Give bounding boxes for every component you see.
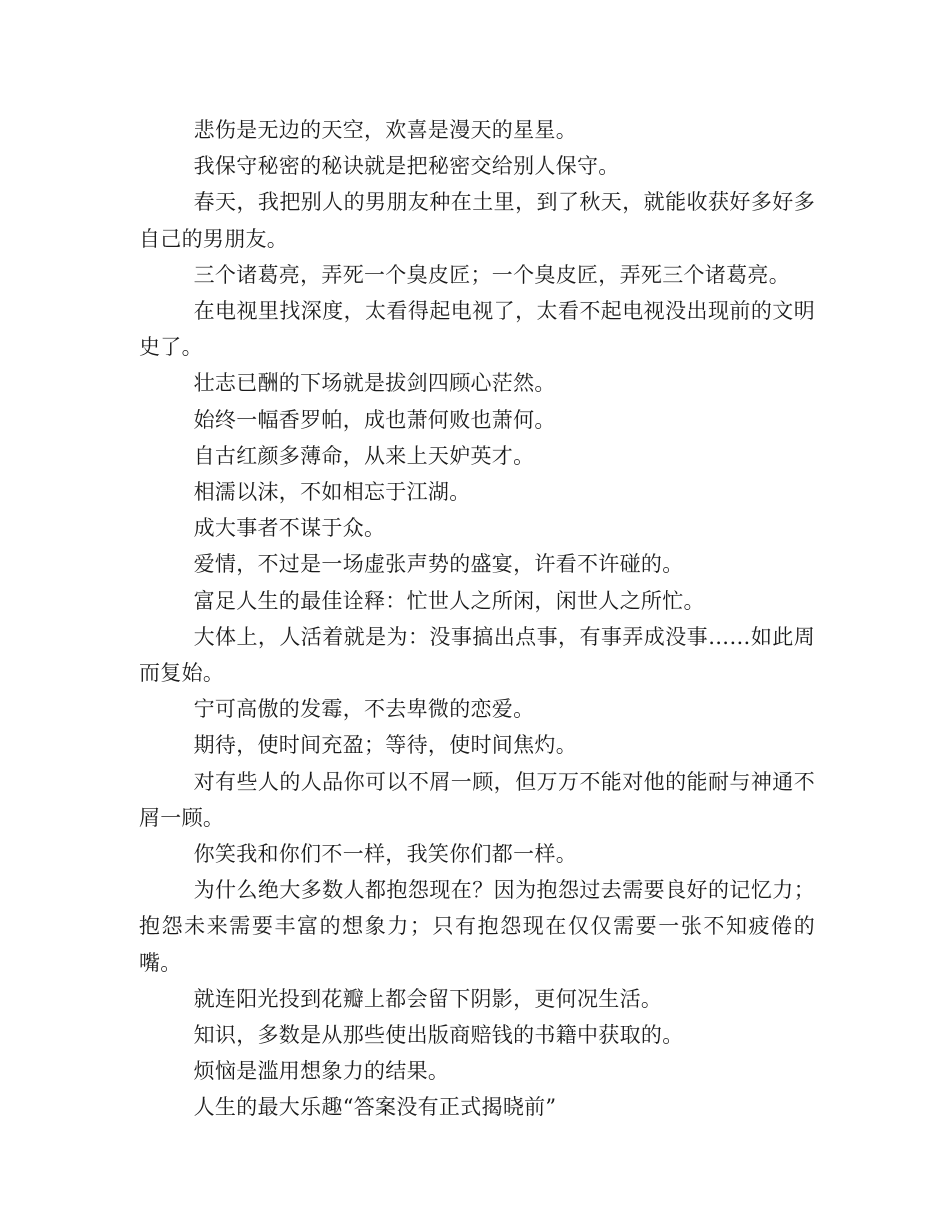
- paragraph: 对有些人的人品你可以不屑一顾，但万万不能对他的能耐与神通不屑一顾。: [139, 769, 815, 830]
- paragraph: 你笑我和你们不一样，我笑你们都一样。: [193, 842, 577, 867]
- paragraph: 壮志已酬的下场就是拔剑四顾心茫然。: [193, 371, 556, 396]
- paragraph: 始终一幅香罗帕，成也萧何败也萧何。: [193, 407, 556, 432]
- paragraph: 自古红颜多薄命，从来上天妒英才。: [193, 443, 535, 468]
- paragraph: 知识，多数是从那些使出版商赔钱的书籍中获取的。: [193, 1023, 684, 1048]
- paragraph: 成大事者不谋于众。: [193, 516, 386, 541]
- paragraph: 悲伤是无边的天空，欢喜是漫天的星星。: [193, 118, 577, 142]
- paragraph: 大体上，人活着就是为：没事搞出点事，有事弄成没事……如此周而复始。: [139, 624, 815, 686]
- paragraph: 宁可高傲的发霉，不去卑微的恋爱。: [193, 697, 535, 722]
- paragraph: 富足人生的最佳诠释：忙世人之所闲，闲世人之所忙。: [193, 588, 705, 613]
- paragraph: 为什么绝大多数人都抱怨现在？因为抱怨过去需要良好的记忆力；抱怨未来需要丰富的想象力；只有抱怨现在仅仅需要一张不知疲倦的嘴。: [139, 878, 815, 975]
- paragraph: 人生的最大乐趣“答案没有正式揭晓前”: [193, 1095, 557, 1120]
- paragraph: 爱情，不过是一场虚张声势的盛宴，许看不许碰的。: [193, 552, 684, 577]
- paragraph: 烦恼是滥用想象力的结果。: [193, 1059, 450, 1084]
- paragraph: 春天，我把别人的男朋友种在土里，到了秋天，就能收获好多好多自己的男朋友。: [139, 190, 815, 251]
- paragraph: 我保守秘密的秘诀就是把秘密交给别人保守。: [193, 154, 620, 179]
- paragraph: 就连阳光投到花瓣上都会留下阴影，更何况生活。: [193, 986, 663, 1011]
- paragraph: 三个诸葛亮，弄死一个臭皮匠；一个臭皮匠，弄死三个诸葛亮。: [193, 262, 790, 287]
- document-body: [139, 112, 815, 1126]
- paragraph: 期待，使时间充盈；等待，使时间焦灼。: [193, 733, 577, 758]
- paragraph: 相濡以沫，不如相忘于江湖。: [193, 480, 471, 505]
- paragraph: 在电视里找深度，太看得起电视了，太看不起电视没出现前的文明史了。: [139, 299, 815, 360]
